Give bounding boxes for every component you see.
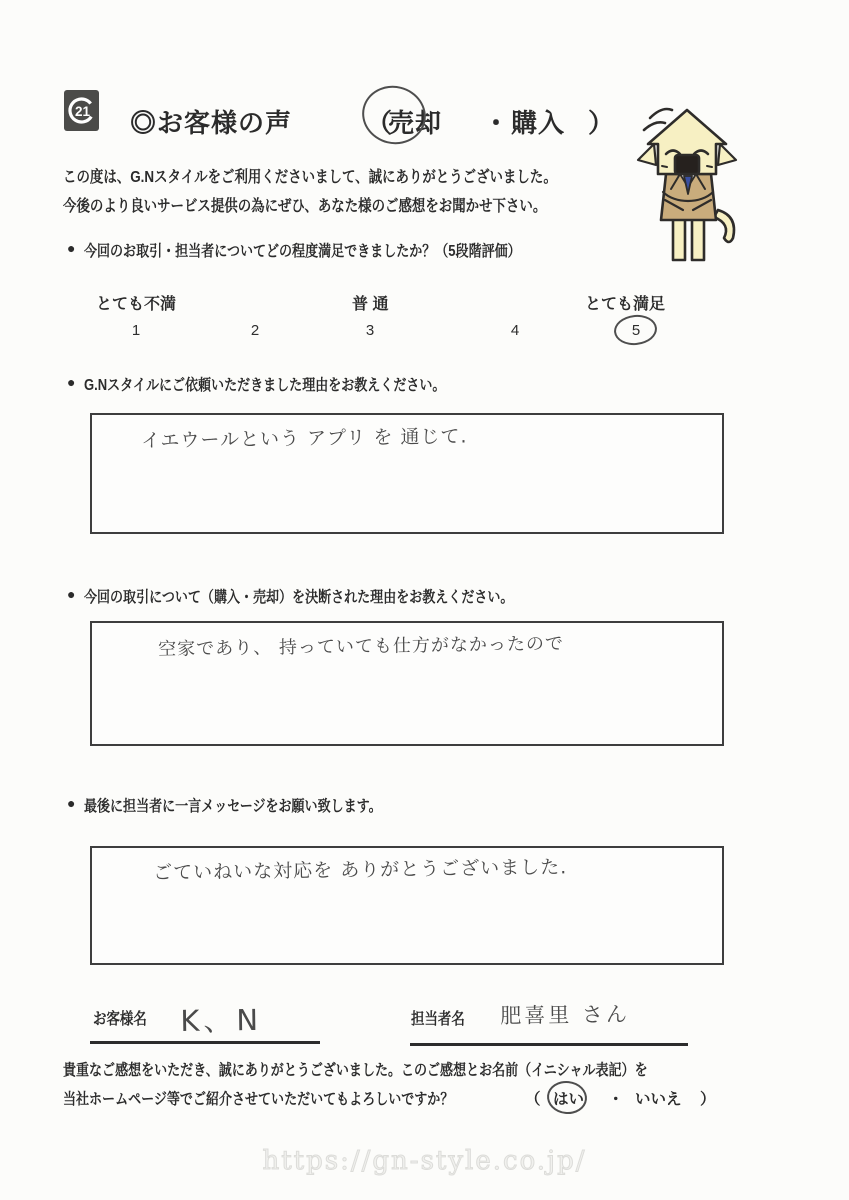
footer-option-yes: はい	[553, 1091, 585, 1108]
rating-label-low: とても不満	[96, 296, 177, 313]
century21-logo	[64, 90, 99, 131]
yes-circle-annotation	[545, 1079, 588, 1116]
motion-line-icon	[644, 122, 665, 130]
rating-label-high: とても満足	[585, 296, 666, 313]
question-3-text: 最後に担当者に一言メッセージをお願い致します。	[84, 798, 383, 815]
bowing-dog-mascot	[626, 100, 748, 272]
customer-name-underline	[90, 1041, 320, 1044]
agent-name-underline	[410, 1043, 688, 1046]
title-paren-open: （	[366, 108, 394, 138]
question-2-text: 今回の取引について（購入・売却）を決断された理由をお教えください。	[84, 589, 514, 606]
rating-4: 4	[510, 322, 520, 339]
watermark-url: https://gn-style.co.jp/	[262, 1146, 587, 1176]
customer-name-value: K、N	[180, 1002, 263, 1038]
rating-5: 5	[631, 322, 641, 339]
dog-leg	[692, 216, 704, 260]
footer-option-no: いいえ	[635, 1091, 682, 1108]
handwritten-answer-3: ごていねいな対応を ありがとうございました.	[153, 856, 568, 884]
footer-line-2: 当社ホームページ等でご紹介させていただいてもよろしいですか？	[63, 1091, 454, 1108]
title-option-separator: ・	[483, 108, 511, 138]
question-3-row	[67, 794, 439, 816]
question-2-row	[67, 585, 596, 607]
rating-question-row	[67, 239, 604, 261]
footer-line-1: 貴重なご感想をいただき、誠にありがとうございました。このご感想とお名前（イニシャル表記）を	[63, 1062, 648, 1079]
intro-line-1: この度は、G.Nスタイルをご利用くださいまして、誠にありがとうございました。	[63, 169, 557, 186]
page-title: ◎お客様の声	[130, 108, 293, 138]
dog-leg	[673, 216, 685, 260]
sell-circle-annotation	[356, 79, 432, 151]
rating-2: 2	[250, 322, 260, 339]
footer-paren-close: ）	[700, 1091, 716, 1108]
agent-name-label: 担当者名	[411, 1011, 465, 1028]
intro-line-2: 今後のより良いサービス提供の為にぜひ、あなた様のご感想をお聞かせ下さい。	[63, 198, 547, 215]
rating-5-circle-annotation	[613, 313, 659, 347]
bullet-icon: ●	[67, 374, 76, 390]
question-1-row	[67, 373, 515, 395]
dog-ear	[638, 144, 656, 165]
footer-option-separator: ・	[608, 1091, 624, 1108]
rating-label-mid: 普 通	[352, 296, 389, 313]
motion-line-icon	[650, 109, 672, 118]
logo-21-text: 21	[74, 104, 91, 119]
dog-muzzle	[675, 155, 699, 174]
bullet-icon: ●	[67, 586, 76, 602]
dog-ear	[718, 144, 736, 165]
title-paren-close: ）	[588, 108, 616, 138]
rating-1: 1	[131, 322, 141, 339]
customer-name-label: お客様名	[93, 1011, 147, 1028]
dog-tail	[714, 210, 734, 242]
title-option-sell: 売却	[388, 108, 443, 138]
agent-name-value: 肥喜里 さん	[500, 1002, 631, 1028]
question-1-text: G.Nスタイルにご依頼いただきました理由をお教えください。	[84, 377, 446, 394]
rating-3: 3	[365, 322, 375, 339]
title-option-buy: 購入	[511, 108, 566, 138]
bullet-icon: ●	[67, 795, 76, 811]
rating-question: 今回のお取引・担当者についてどの程度満足できましたか？（5段階評価）	[84, 243, 522, 260]
footer-paren-open: （	[525, 1091, 541, 1108]
bullet-icon: ●	[67, 240, 76, 256]
handwritten-answer-2: 空家であり、 持っていても仕方がなかったので	[158, 633, 565, 660]
handwritten-answer-1: イエウールという アプリ を 通じて.	[141, 425, 468, 452]
